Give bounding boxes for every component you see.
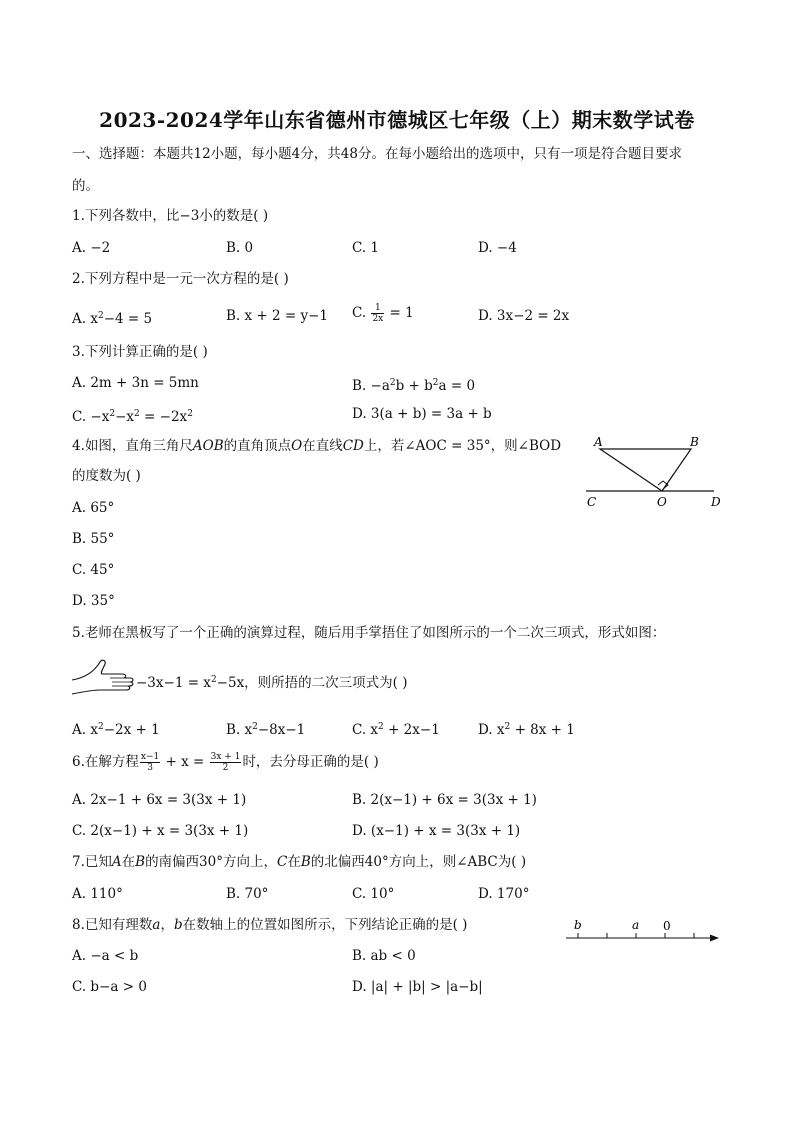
q8-option-a: A. −a < b (72, 948, 139, 964)
q5-option-c: C. $x^2 + 2x-1$ (352, 722, 440, 738)
q4-stem: 4.如图，直角三角尺AOB的直角顶点O在直线CD上，若∠AOC = 35°，则∠BOD (72, 438, 562, 454)
q5-stem: 5.老师在黑板写了一个正确的演算过程，随后用手掌捂住了如图所示的一个二次三项式，形式如图： (72, 625, 666, 641)
q7-option-c: C. 10° (352, 886, 395, 902)
q1-option-c: C. 1 (352, 240, 380, 256)
q3-option-b: B. $-a^2b + b^2a = 0$ (352, 378, 476, 394)
section-heading-line1 (72, 145, 682, 163)
q7-stem: 7.已知A在B的南偏西30°方向上，C在B的北偏西40°方向上，则∠ABC为( ) (72, 854, 527, 870)
q6-option-d: D. (x−1) + x = 3(3x + 1) (352, 823, 521, 839)
q4-option-a: A. 65° (72, 500, 115, 516)
axis-arrow-icon (710, 935, 719, 942)
q8-number-line (562, 912, 724, 946)
q3-option-a: A. 2m + 3n = 5mn (72, 375, 199, 391)
q3-option-c: C. $-x^2-x^2 = -2x^2$ (72, 409, 193, 425)
q4-option-c: C. 45° (72, 562, 115, 578)
point-a-label: a (632, 918, 640, 932)
label-a: A (594, 435, 603, 449)
q2-option-c: C. $\frac{1}{2x}$ = 1 (352, 303, 414, 324)
q2-option-a: A. $x^2-4 = 5$ (72, 311, 153, 327)
q5-option-a: A. $x^2-2x + 1$ (72, 722, 160, 738)
section-heading-line2: 的。 (72, 178, 99, 194)
section-heading-text: 一、选择题：本题共12小题，每小题4分，共48分。在每小题给出的选项中，只有一项是符合题目要求 (72, 146, 682, 162)
label-o: O (657, 495, 667, 509)
label-d: D (711, 495, 721, 509)
q5-option-b: B. $x^2-8x-1$ (226, 722, 306, 738)
q2-option-c-fraction: $\frac{1}{2x}$ (372, 303, 384, 324)
zero-label: 0 (663, 919, 671, 933)
q1-option-b: B. 0 (226, 240, 254, 256)
q8-option-b: B. ab < 0 (352, 948, 416, 964)
q6-option-b: B. 2(x−1) + 6x = 3(3x + 1) (352, 792, 537, 808)
q8-stem: 8.已知有理数a，b在数轴上的位置如图所示，下列结论正确的是( ) (72, 917, 468, 933)
q5-expression: $-3x-1 = x^2-5x$，则所捂的二次三项式为( ) (136, 675, 408, 691)
q1-option-d: D. −4 (478, 240, 517, 256)
q7-option-a: A. 110° (72, 886, 123, 902)
q4-stem-line2: 的度数为( ) (72, 468, 141, 484)
label-c: C (587, 495, 597, 509)
q8-option-d: D. |a| + |b| > |a−b| (352, 979, 483, 995)
q6-stem: 6.在解方程 $\frac{x-1}{3}$ + x = $\frac{3x + 1}{2}$ 时，去分母正确的是( ) (72, 752, 379, 773)
q7-option-d: D. 170° (478, 886, 530, 902)
exam-title: 2023-2024学年山东省德州市德城区七年级（上）期末数学试卷 (99, 108, 695, 132)
q4-option-b: B. 55° (72, 531, 115, 547)
q5-option-d: D. $x^2 + 8x + 1$ (478, 722, 575, 738)
q4-triangle-figure (584, 430, 734, 515)
q3-stem: 3.下列计算正确的是( ) (72, 344, 208, 360)
q3-option-d: D. 3(a + b) = 3a + b (352, 406, 492, 422)
q6-option-c: C. 2(x−1) + x = 3(3x + 1) (72, 823, 249, 839)
q7-option-b: B. 70° (226, 886, 269, 902)
q8-option-c: C. b−a > 0 (72, 979, 147, 995)
q1-option-a: A. −2 (72, 240, 111, 256)
triangle-aob (600, 449, 691, 491)
q2-stem: 2.下列方程中是一元一次方程的是( ) (72, 271, 289, 287)
q6-option-a: A. 2x−1 + 6x = 3(3x + 1) (72, 792, 247, 808)
q2-option-d: D. 3x−2 = 2x (478, 308, 570, 324)
label-b: B (690, 435, 699, 449)
q2-option-b: B. x + 2 = y−1 (226, 308, 329, 324)
hand-cover-icon (70, 656, 138, 698)
q6-fraction-2: $\frac{3x + 1}{2}$ (210, 752, 241, 773)
q6-fraction-1: $\frac{x-1}{3}$ (140, 752, 160, 773)
q1-stem: 1.下列各数中，比−3小的数是( ) (72, 208, 269, 224)
q4-option-d: D. 35° (72, 593, 115, 609)
point-b-label: b (574, 918, 582, 932)
